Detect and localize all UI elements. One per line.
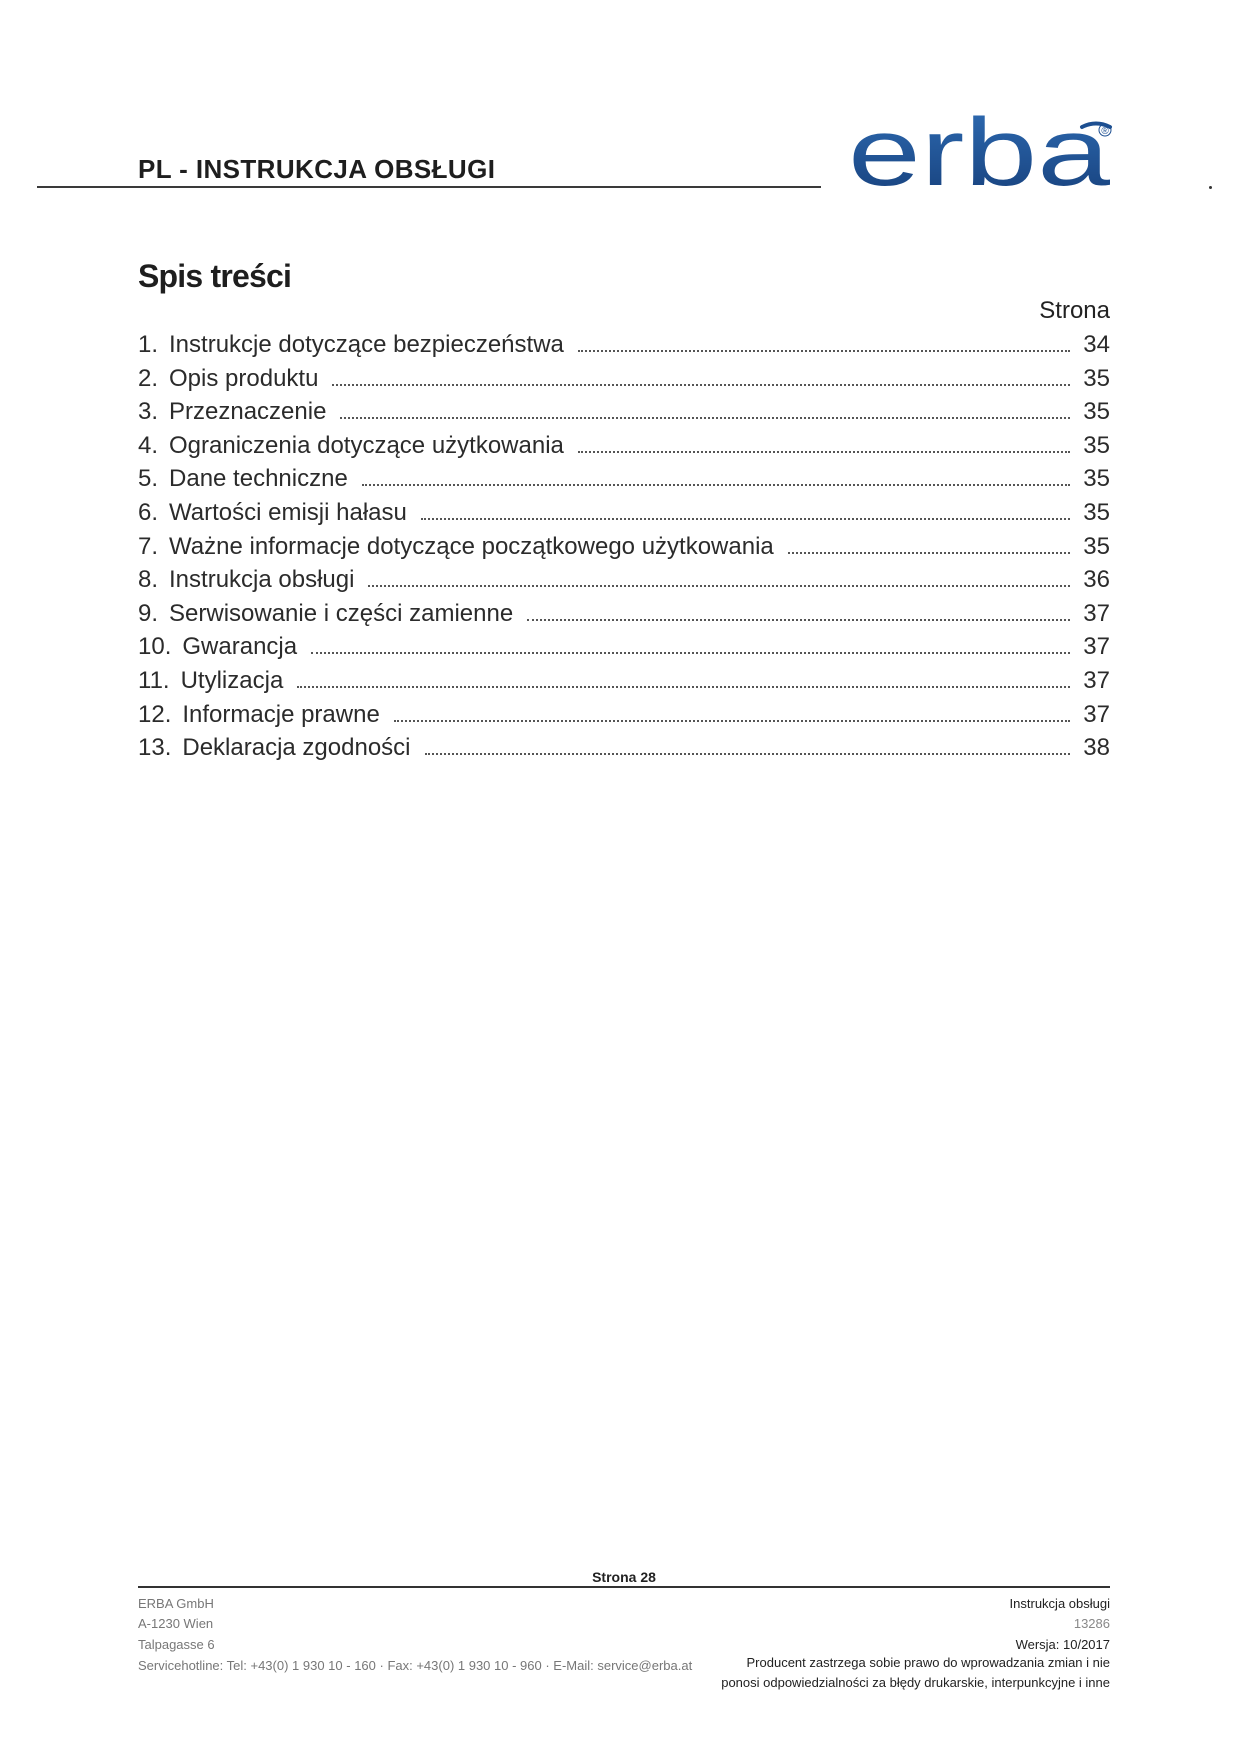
toc-item-label: Serwisowanie i części zamienne (169, 599, 514, 627)
registered-mark: ® (1101, 126, 1109, 137)
toc-leader (332, 384, 1070, 386)
toc-item-label: Ograniczenia dotyczące użytkowania (169, 431, 564, 459)
toc-item-label: Dane techniczne (169, 465, 348, 493)
toc-item-page: 37 (1083, 700, 1110, 728)
toc-item-number: 5. (138, 465, 159, 493)
toc-leader (368, 585, 1070, 587)
toc-item-label: Informacje prawne (182, 700, 380, 728)
toc-page-column-label: Strona (1039, 297, 1110, 324)
toc-item-number: 10. (138, 633, 172, 661)
toc-item-page: 37 (1083, 633, 1110, 661)
toc-item-page: 35 (1083, 398, 1110, 426)
toc-item-label: Deklaracja zgodności (182, 734, 411, 762)
toc-leader (425, 753, 1071, 755)
toc-item-number: 4. (138, 431, 159, 459)
toc-item (138, 462, 1110, 496)
toc-item-page: 37 (1083, 599, 1110, 627)
toc-item-label: Wartości emisji hałasu (169, 498, 407, 526)
toc-item-page: 35 (1083, 465, 1110, 493)
toc-item (138, 328, 1110, 362)
toc-item-label: Instrukcje dotyczące bezpieczeństwa (169, 331, 564, 358)
toc-item-number: 11. (138, 666, 170, 694)
toc-item (138, 530, 1110, 564)
toc-leader (527, 619, 1070, 621)
toc-item-number: 6. (138, 498, 159, 526)
toc-item (138, 597, 1110, 631)
toc-item (138, 395, 1110, 429)
toc-leader (340, 417, 1070, 419)
toc-item-number: 9. (138, 599, 159, 627)
toc-item-label: Instrukcja obsługi (169, 566, 355, 594)
toc-item (138, 630, 1110, 664)
toc-item-number: 7. (138, 532, 159, 560)
document-title: PL - INSTRUKCJA OBSŁUGI (138, 154, 496, 184)
footer-divider (138, 1586, 1110, 1588)
toc-item-label: Przeznaczenie (169, 398, 327, 426)
company-name: ERBA GmbH (138, 1596, 214, 1611)
page-number: Strona 28 (592, 1569, 656, 1585)
toc-item-label: Opis produktu (169, 364, 319, 392)
document-version: Wersja: 10/2017 (1015, 1637, 1110, 1652)
toc-item-label: Utylizacja (180, 666, 284, 694)
company-city: A-1230 Wien (138, 1616, 214, 1631)
toc-leader (362, 484, 1070, 486)
toc-item-page: 35 (1083, 498, 1110, 526)
toc-item-page: 35 (1083, 431, 1110, 459)
toc-leader (578, 350, 1070, 352)
erba-logo (840, 100, 1120, 195)
toc-leader (421, 518, 1070, 520)
header-divider (37, 186, 821, 188)
toc-item-number: 8. (138, 566, 159, 594)
toc-item (138, 563, 1110, 597)
toc-item-page: 38 (1083, 734, 1110, 762)
disclaimer-line-1: Producent zastrzega sobie prawo do wprowadzania zmian i nie (746, 1655, 1110, 1670)
toc-item-number: 3. (138, 398, 159, 426)
company-street: Talpagasse 6 (138, 1637, 215, 1652)
toc-item (138, 698, 1110, 732)
disclaimer-line-2: ponosi odpowiedzialności za błędy drukarskie, interpunkcyjne i inne (721, 1675, 1110, 1690)
toc-item-number: 1. (138, 331, 159, 358)
page-marker-dot (1209, 186, 1212, 189)
toc-item (138, 429, 1110, 463)
document-type: Instrukcja obsługi (1009, 1596, 1110, 1611)
toc-leader (394, 720, 1070, 722)
toc-item-number: 13. (138, 734, 172, 762)
toc-item-number: 2. (138, 364, 159, 392)
toc-item-page: 35 (1083, 364, 1110, 392)
toc-item (138, 664, 1110, 698)
logo-text: erba (848, 100, 1111, 195)
toc-item-label: Ważne informacje dotyczące początkowego użytkowania (169, 532, 774, 560)
toc-item-label: Gwarancja (182, 633, 298, 661)
toc-leader (578, 451, 1070, 453)
toc-item (138, 362, 1110, 396)
toc-leader (311, 652, 1070, 654)
toc-item (138, 496, 1110, 530)
service-hotline: Servicehotline: Tel: +43(0) 1 930 10 - 160 · Fax: +43(0) 1 930 10 - 960 · E-Mail: service@erba.at (138, 1658, 693, 1673)
toc-item-page: 34 (1083, 331, 1110, 358)
toc-title: Spis treści (138, 258, 292, 294)
toc-item-page: 37 (1083, 666, 1110, 694)
toc-leader (788, 552, 1070, 554)
table-of-contents (138, 328, 1110, 765)
toc-item-page: 36 (1083, 566, 1110, 594)
document-number: 13286 (1073, 1616, 1110, 1631)
toc-item-page: 35 (1083, 532, 1110, 560)
toc-item-number: 12. (138, 700, 172, 728)
toc-leader (297, 686, 1070, 688)
toc-item (138, 731, 1110, 765)
